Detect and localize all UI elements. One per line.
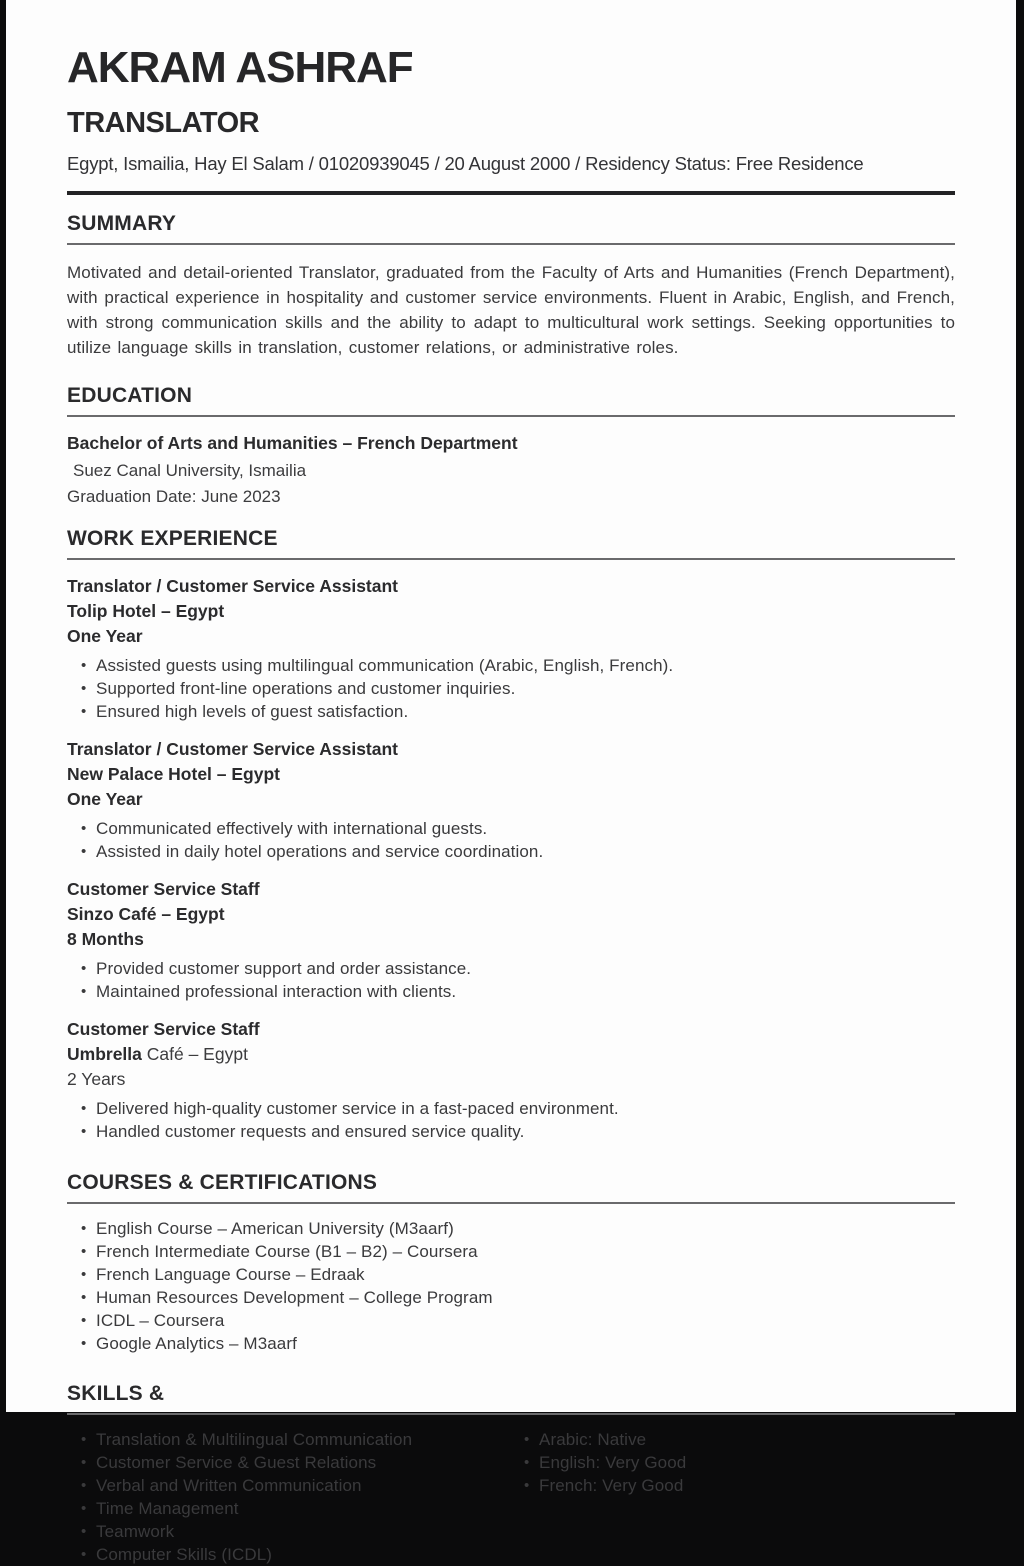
education-heading: EDUCATION	[67, 384, 193, 407]
skills-column-right	[510, 1415, 955, 1566]
skill-item: • Verbal and Written Communication	[67, 1474, 510, 1497]
job-bullet: • Provided customer support and order assistance.	[67, 957, 958, 980]
job-bullet-list	[67, 654, 958, 723]
skills-columns	[67, 1415, 955, 1566]
language-item: • French: Very Good	[510, 1474, 955, 1497]
skill-item: • Computer Skills (ICDL)	[67, 1543, 510, 1566]
section-summary	[67, 212, 958, 360]
education-school: Suez Canal University, Ismailia	[73, 461, 307, 480]
course-item: • Human Resources Development – College Program	[67, 1286, 958, 1309]
job-company	[67, 762, 958, 787]
section-work-experience	[67, 527, 958, 1143]
work-experience-heading: WORK EXPERIENCE	[67, 527, 278, 550]
job-duration: One Year	[67, 626, 143, 646]
job-bullet: • Supported front-line operations and customer inquiries.	[67, 677, 958, 700]
job-bullet: • Handled customer requests and ensured service quality.	[67, 1120, 958, 1143]
languages-list	[510, 1428, 955, 1497]
skills-heading: SKILLS &	[67, 1382, 165, 1405]
job-bullet: • Communicated effectively with international guests.	[67, 817, 958, 840]
job-title: Customer Service Staff	[67, 879, 260, 899]
language-item: • Arabic: Native	[510, 1428, 955, 1451]
candidate-name: AKRAM ASHRAF	[67, 43, 413, 92]
job-company	[67, 1042, 958, 1067]
job-title: Translator / Customer Service Assistant	[67, 739, 399, 759]
summary-heading: SUMMARY	[67, 212, 177, 235]
job-bullet: • Assisted guests using multilingual communication (Arabic, English, French).	[67, 654, 958, 677]
job-entry	[67, 737, 958, 863]
job-bullet-list	[67, 1097, 958, 1143]
job-entry	[67, 1017, 958, 1143]
courses-list	[67, 1217, 958, 1355]
job-bullet: • Delivered high-quality customer service in a fast-paced environment.	[67, 1097, 958, 1120]
course-item: • Google Analytics – M3aarf	[67, 1332, 958, 1355]
language-item: • English: Very Good	[510, 1451, 955, 1474]
job-title: Customer Service Staff	[67, 1019, 260, 1039]
resume-page	[6, 0, 1016, 1564]
course-item: • French Language Course – Edraak	[67, 1263, 958, 1286]
education-degree: Bachelor of Arts and Humanities – French Department	[67, 433, 518, 453]
skill-item: • Translation & Multilingual Communication	[67, 1428, 510, 1451]
job-bullet-list	[67, 957, 958, 1003]
resume-header	[67, 43, 958, 195]
summary-divider	[67, 243, 955, 245]
course-item: • ICDL – Coursera	[67, 1309, 958, 1332]
job-company	[67, 599, 958, 624]
skills-column-left	[67, 1415, 510, 1566]
job-company-strong: Umbrella	[67, 1044, 142, 1064]
course-item: • English Course – American University (M3aarf)	[67, 1217, 958, 1240]
skill-item: • Time Management	[67, 1497, 510, 1520]
course-item: • French Intermediate Course (B1 – B2) – Coursera	[67, 1240, 958, 1263]
job-duration: 2 Years	[67, 1069, 126, 1089]
education-graduation-date: Graduation Date: June 2023	[67, 487, 281, 506]
job-bullet-list	[67, 817, 958, 863]
job-entry	[67, 574, 958, 723]
job-bullet: • Ensured high levels of guest satisfaction.	[67, 700, 958, 723]
candidate-job-title: TRANSLATOR	[67, 107, 260, 139]
work-experience-divider	[67, 558, 955, 560]
job-bullet: • Maintained professional interaction with clients.	[67, 980, 958, 1003]
job-duration: One Year	[67, 789, 143, 809]
section-skills	[67, 1382, 958, 1566]
job-bullet: • Assisted in daily hotel operations and service coordination.	[67, 840, 958, 863]
job-company-normal: Café – Egypt	[141, 1044, 248, 1064]
education-divider	[67, 415, 955, 417]
skills-list	[67, 1428, 510, 1566]
job-company-strong: New Palace Hotel – Egypt	[67, 764, 280, 784]
skill-item: • Customer Service & Guest Relations	[67, 1451, 510, 1474]
section-education	[67, 384, 958, 507]
job-title: Translator / Customer Service Assistant	[67, 576, 399, 596]
job-duration: 8 Months	[67, 929, 144, 949]
job-company	[67, 902, 958, 927]
summary-paragraph: Motivated and detail-oriented Translator, graduated from the Faculty of Arts and Humanities (French Department), with practical experience in hospitality and customer service environments. Fluent in Arabic, English, and French, with strong communication skills and the ability to adapt to multicultural work settings. Seeking opportunities to utilize language skills in translation, customer relations, or administrative roles.	[67, 263, 955, 357]
courses-heading: COURSES & CERTIFICATIONS	[67, 1171, 378, 1194]
contact-line: Egypt, Ismailia, Hay El Salam / 01020939045 / 20 August 2000 / Residency Status: Free Residence	[67, 153, 864, 174]
header-divider	[67, 191, 955, 195]
skill-item: • Teamwork	[67, 1520, 510, 1543]
job-company-strong: Sinzo Café – Egypt	[67, 904, 225, 924]
job-company-strong: Tolip Hotel – Egypt	[67, 601, 225, 621]
courses-divider	[67, 1202, 955, 1204]
section-courses	[67, 1171, 958, 1355]
job-entry	[67, 877, 958, 1003]
